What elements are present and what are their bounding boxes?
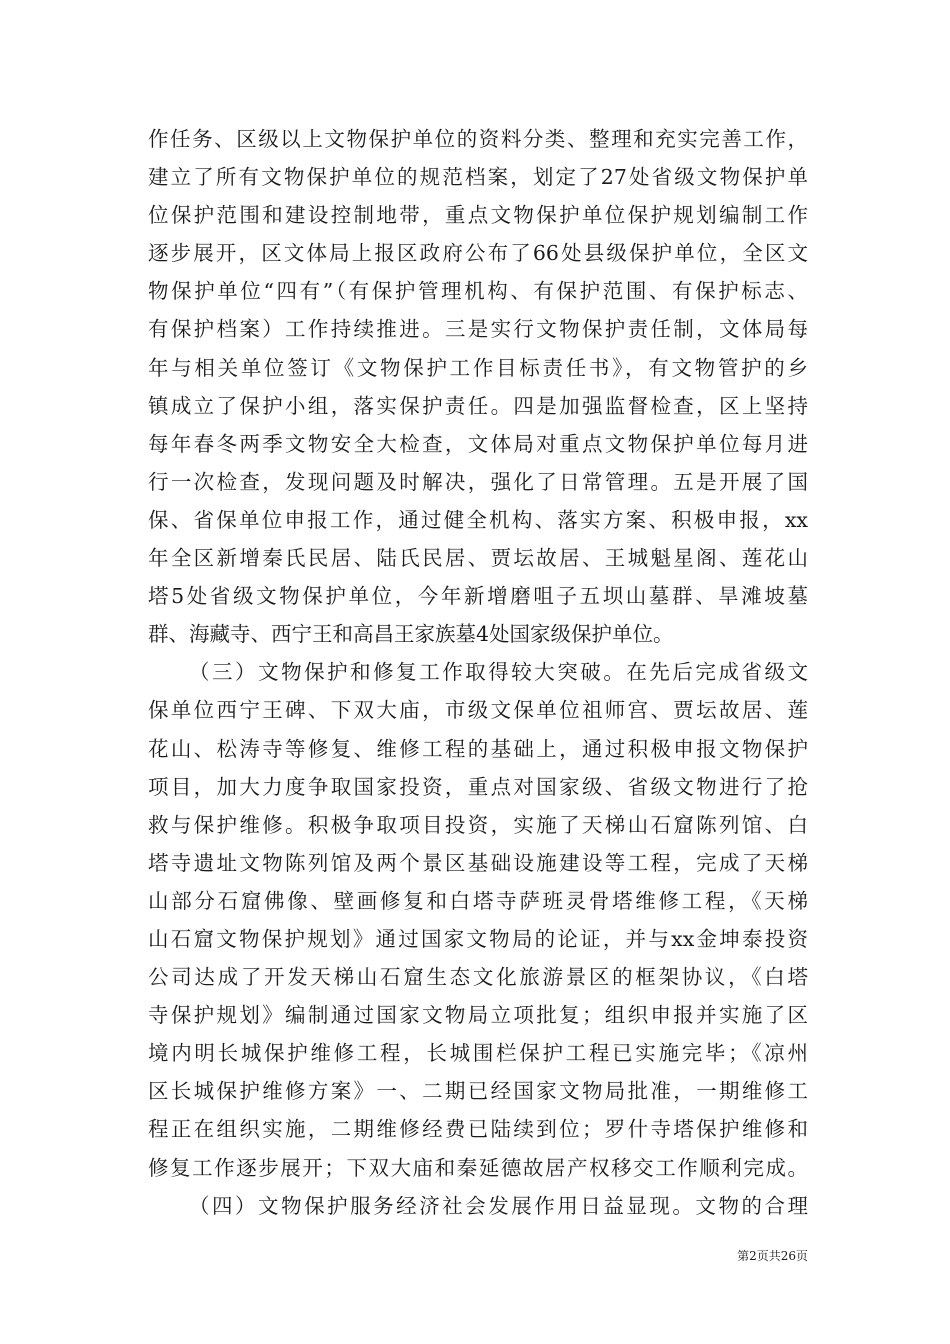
- text-line: 每年春冬两季文物安全大检查，文体局对重点文物保护单位每月进: [148, 431, 808, 456]
- document-body: [148, 120, 808, 1225]
- text-line: 位保护范围和建设控制地带，重点文物保护单位保护规划编制工作: [148, 203, 808, 228]
- text-line: 救与保护维修。积极争取项目投资，实施了天梯山石窟陈列馆、白: [148, 812, 808, 837]
- text-line: 花山、松涛寺等修复、维修工程的基础上，通过积极申报文物保护: [148, 736, 808, 761]
- text-line: 塔5处省级文物保护单位，今年新增磨咀子五坝山墓群、旱滩坡墓: [148, 584, 808, 609]
- text-line: 山石窟文物保护规划》通过国家文物局的论证，并与xx金坤泰投资: [148, 926, 808, 951]
- text-line: 项目，加大力度争取国家投资，重点对国家级、省级文物进行了抢: [148, 774, 808, 799]
- text-line: 塔寺遗址文物陈列馆及两个景区基础设施建设等工程，完成了天梯: [148, 850, 808, 875]
- text-line: 年与相关单位签订《文物保护工作目标责任书》，有文物管护的乡: [148, 355, 808, 380]
- text-line: 作任务、区级以上文物保护单位的资料分类、整理和充实完善工作，: [148, 127, 808, 151]
- page-number: 第2页共26页: [737, 1249, 808, 1263]
- text-line: 公司达成了开发天梯山石窟生态文化旅游景区的框架协议，《白塔: [148, 965, 808, 990]
- text-line: 保单位西宁王碑、下双大庙，市级文保单位祖师宫、贾坛故居、莲: [148, 698, 808, 723]
- paragraph-heading-line: （四）文物保护服务经济社会发展作用日益显现。文物的合理: [189, 1193, 808, 1218]
- text-line: 山部分石窟佛像、壁画修复和白塔寺萨班灵骨塔维修工程，《天梯: [148, 888, 808, 913]
- text-line: 境内明长城保护维修工程，长城围栏保护工程已实施完毕；《凉州: [148, 1041, 808, 1066]
- text-line: 区长城保护维修方案》一、二期已经国家文物局批准，一期维修工: [148, 1079, 808, 1104]
- text-line: 修复工作逐步展开；下双大庙和秦延德故居产权移交工作顺利完成。: [148, 1155, 808, 1180]
- text-line: 镇成立了保护小组，落实保护责任。四是加强监督检查，区上坚持: [148, 393, 808, 418]
- text-line: 逐步展开，区文体局上报区政府公布了66处县级保护单位，全区文: [148, 241, 808, 266]
- text-line: 行一次检查，发现问题及时解决，强化了日常管理。五是开展了国: [148, 469, 808, 494]
- text-line: 有保护档案）工作持续推进。三是实行文物保护责任制，文体局每: [148, 317, 808, 342]
- text-line: 建立了所有文物保护单位的规范档案，划定了27处省级文物保护单: [148, 165, 808, 190]
- text-line: 群、海藏寺、西宁王和高昌王家族墓4处国家级保护单位。: [148, 622, 674, 647]
- text-line: 寺保护规划》编制通过国家文物局立项批复；组织申报并实施了区: [148, 1003, 808, 1028]
- text-line: 年全区新增秦氏民居、陆氏民居、贾坛故居、王城魁星阁、莲花山: [148, 546, 808, 571]
- paragraph-heading-line: （三）文物保护和修复工作取得较大突破。在先后完成省级文: [189, 660, 808, 685]
- text-line: 程正在组织实施，二期维修经费已陆续到位；罗什寺塔保护维修和: [148, 1117, 808, 1142]
- text-line: 物保护单位“四有”（有保护管理机构、有保护范围、有保护标志、: [148, 279, 808, 304]
- text-line: 保、省保单位申报工作，通过健全机构、落实方案、积极申报，xx: [148, 507, 808, 532]
